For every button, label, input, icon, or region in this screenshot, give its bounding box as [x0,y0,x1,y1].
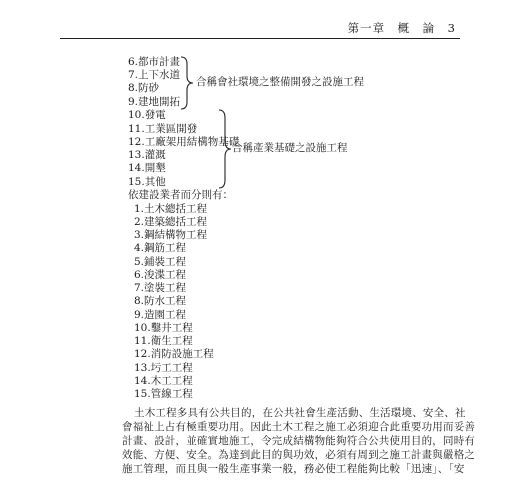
list-item: 15.管線工程 [134,388,193,400]
list-item: 8.防砂 [128,82,160,94]
group1-label: 合稱會社環境之整備開發之設施工程 [196,76,364,88]
list-item: 9.造園工程 [134,309,187,321]
list-item: 11.工業區開發 [128,123,198,135]
list-item: 12.消防設施工程 [134,348,214,360]
list-item: 15.其他 [128,176,166,188]
list-item: 13.灌溉 [128,149,166,161]
group2-label: 合稱產業基礎之設施工程 [232,142,348,154]
list-item: 10.鑿井工程 [134,322,193,334]
chapter-running-head: 第一章 概 論 3 [347,21,456,35]
list-item: 14.開墾 [128,162,166,174]
paragraph-line: 計畫、設計，並確實地施工，令完成結構物能夠符合公共使用目的，同時有 [122,435,476,447]
running-header [60,18,460,39]
list-item: 4.鋼筋工程 [134,242,187,254]
paragraph-line: 會福祉上占有極重要功用。因此土木工程之施工必須迎合此重要功用而妥善 [122,421,476,433]
group1-brace [180,56,194,110]
list-item: 8.防水工程 [134,295,187,307]
list-item: 7.塗裝工程 [134,282,187,294]
list-item: 6.浚渫工程 [134,269,187,281]
list-item: 7.上下水道 [128,69,181,81]
list-item: 6.都市計畫 [128,56,181,68]
list-item: 1.土木總括工程 [134,203,208,215]
list-item: 12.工廠架用結構物基礎 [128,136,240,148]
list-item: 2.建築總括工程 [134,216,208,228]
list-item: 14.木工工程 [134,375,193,387]
list-item: 5.鋪裝工程 [134,256,187,268]
list-item: 3.鋼結構物工程 [134,229,208,241]
list-item: 9.建地開拓 [128,96,181,108]
list-item: 11.衛生工程 [134,335,193,347]
group2-brace [218,109,232,189]
paragraph-line: 效能、方便、安全。為達到此目的與功效，必須有周到之施工計畫與嚴格之 [122,449,476,461]
list-item: 10.發電 [128,109,166,121]
paragraph-line: 土木工程多具有公共目的，在公共社會生產活動、生活環境、安全、社 [134,407,466,419]
section-intro: 依建設業者而分則有： [128,189,233,201]
list-item: 13.圬工工程 [134,362,193,374]
paragraph-line: 施工管理，而且與一般生產事業一般，務必使工程能夠比較「迅速」、「安 [122,463,465,475]
